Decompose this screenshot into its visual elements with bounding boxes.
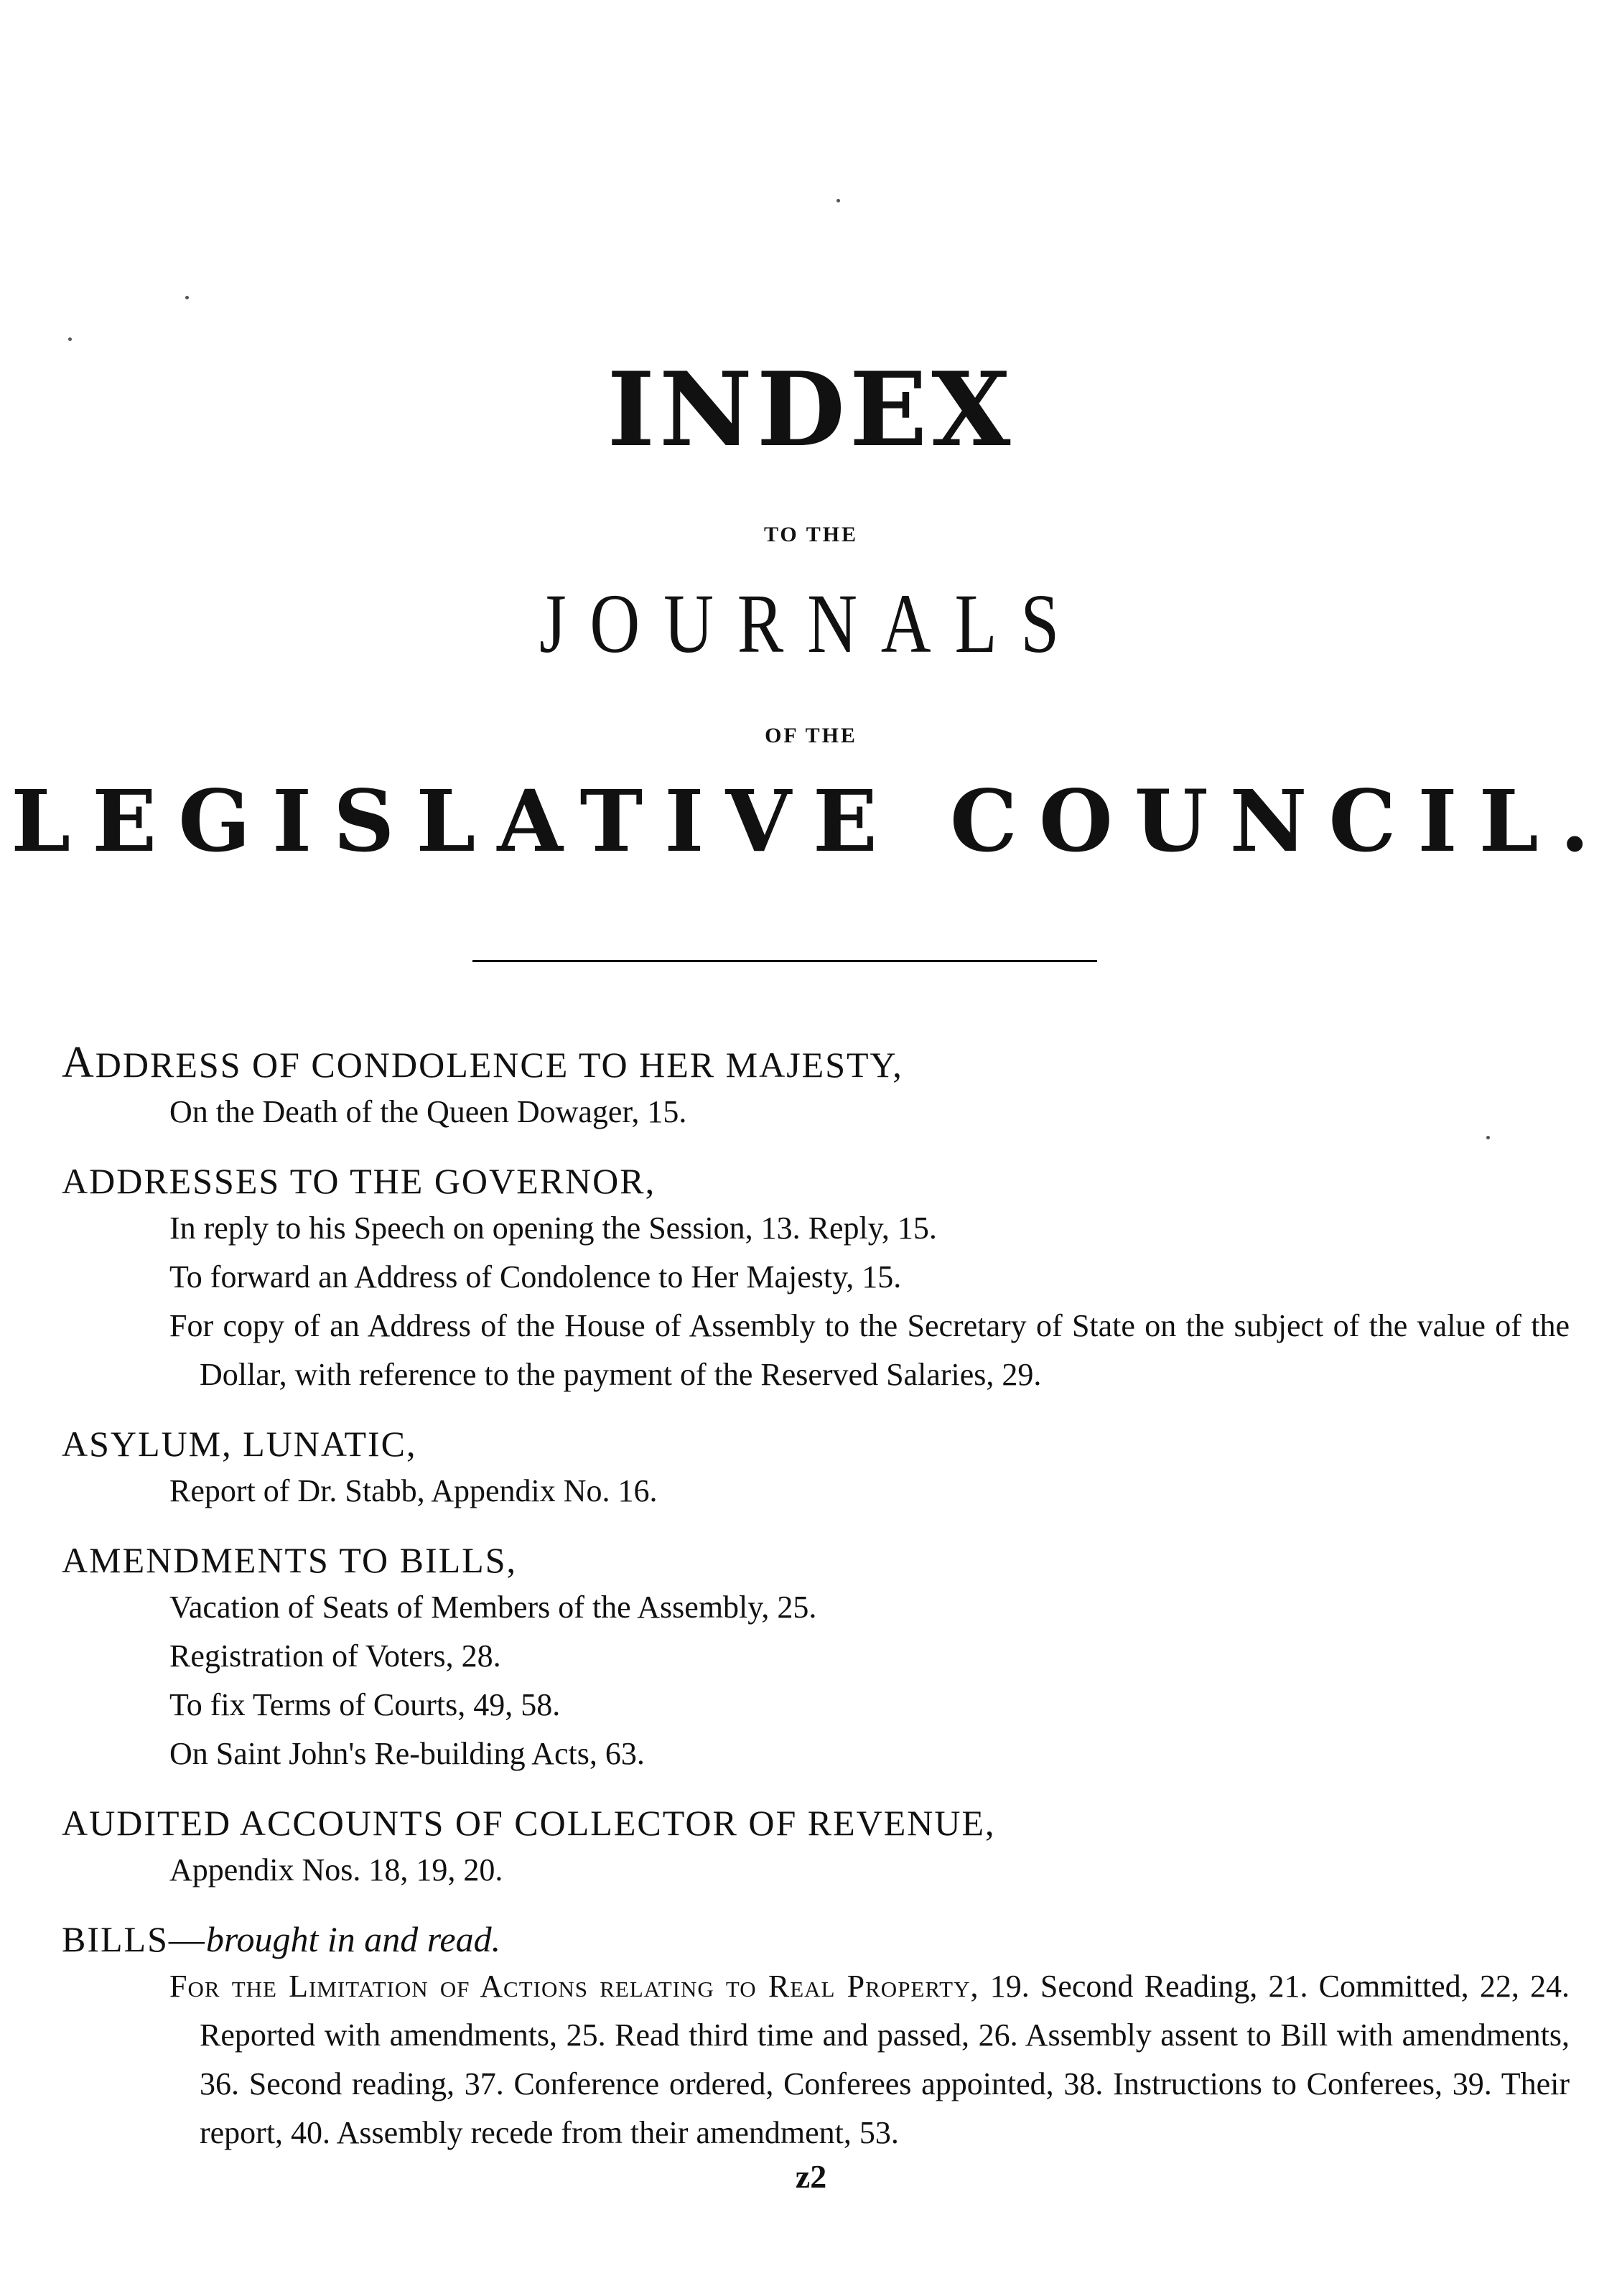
entry-line [62, 1962, 1570, 2157]
entry-line: For copy of an Address of the House of Assembly to the Secretary of State on the subject of the value of the Dollar, with reference to the payment of the Reserved Salaries, 29. [169, 1308, 1570, 1392]
signature-mark: z2 [795, 2158, 827, 2195]
entry-heading [62, 1916, 1570, 1962]
title-to-the: TO THE [763, 523, 859, 546]
print-speck [185, 296, 189, 299]
entry-heading: AMENDMENTS TO BILLS, [62, 1540, 518, 1580]
entry-line: In reply to his Speech on opening the Session, 13. Reply, 15. [169, 1210, 937, 1246]
entry-line: Registration of Voters, 28. [169, 1638, 501, 1674]
entry-line: Vacation of Seats of Members of the Assembly, 25. [169, 1590, 817, 1625]
index-entry [62, 1800, 1570, 1895]
title-legislative-council: LEGISLATIVE COUNCIL. [11, 771, 1611, 871]
entry-heading: AUDITED ACCOUNTS OF COLLECTOR OF REVENUE, [62, 1803, 996, 1843]
index-entry [62, 1537, 1570, 1778]
print-speck [68, 337, 72, 341]
entry-heading: ADDRESSES TO THE GOVERNOR, [62, 1161, 656, 1201]
entry-heading: ASYLUM, LUNATIC, [62, 1424, 417, 1464]
drop-initial: A [62, 1038, 95, 1087]
index-entry [62, 1421, 1570, 1516]
index-entry [62, 1040, 1570, 1137]
entry-line: To forward an Address of Condolence to Her Majesty, 15. [169, 1259, 902, 1294]
entry-line: On the Death of the Queen Dowager, 15. [169, 1094, 687, 1129]
entry-line: Appendix Nos. 18, 19, 20. [169, 1852, 503, 1887]
entry-line: To fix Terms of Courts, 49, 58. [169, 1687, 561, 1722]
entry-heading [62, 1040, 1570, 1088]
index-entry [62, 1916, 1570, 2157]
title-journals: JOURNALS [539, 577, 1083, 671]
entry-heading-italic: brought in and read. [205, 1919, 501, 1959]
entry-line: On Saint John's Re-building Acts, 63. [169, 1736, 645, 1771]
title-of-the: OF THE [765, 724, 857, 747]
entry-heading-text: DDRESS OF CONDOLENCE TO HER MAJESTY, [95, 1045, 903, 1085]
entry-line: Report of Dr. Stabb, Appendix No. 16. [169, 1473, 658, 1508]
bill-progress-text: 19. Second Reading, 21. Committed, 22, 24. Reported with amendments, 25. Read third time and passed, 26. Assembly assent to Bill with amendments, 36. Second reading, 37. Conference ordered, Conferees appointed, 38. Instructions to Conferees, 39. Their report, 40. Assembly recede from their amendment, 53. [200, 1969, 1570, 2150]
index-entries [62, 1040, 1570, 2179]
print-speck [836, 199, 840, 202]
index-entry [62, 1158, 1570, 1399]
bill-title: For the Limitation of Actions relating to Real Property, [169, 1969, 979, 2004]
entry-heading-text: BILLS— [62, 1919, 206, 1959]
title-divider-rule [472, 960, 1097, 962]
title-index: INDEX [607, 350, 1015, 470]
